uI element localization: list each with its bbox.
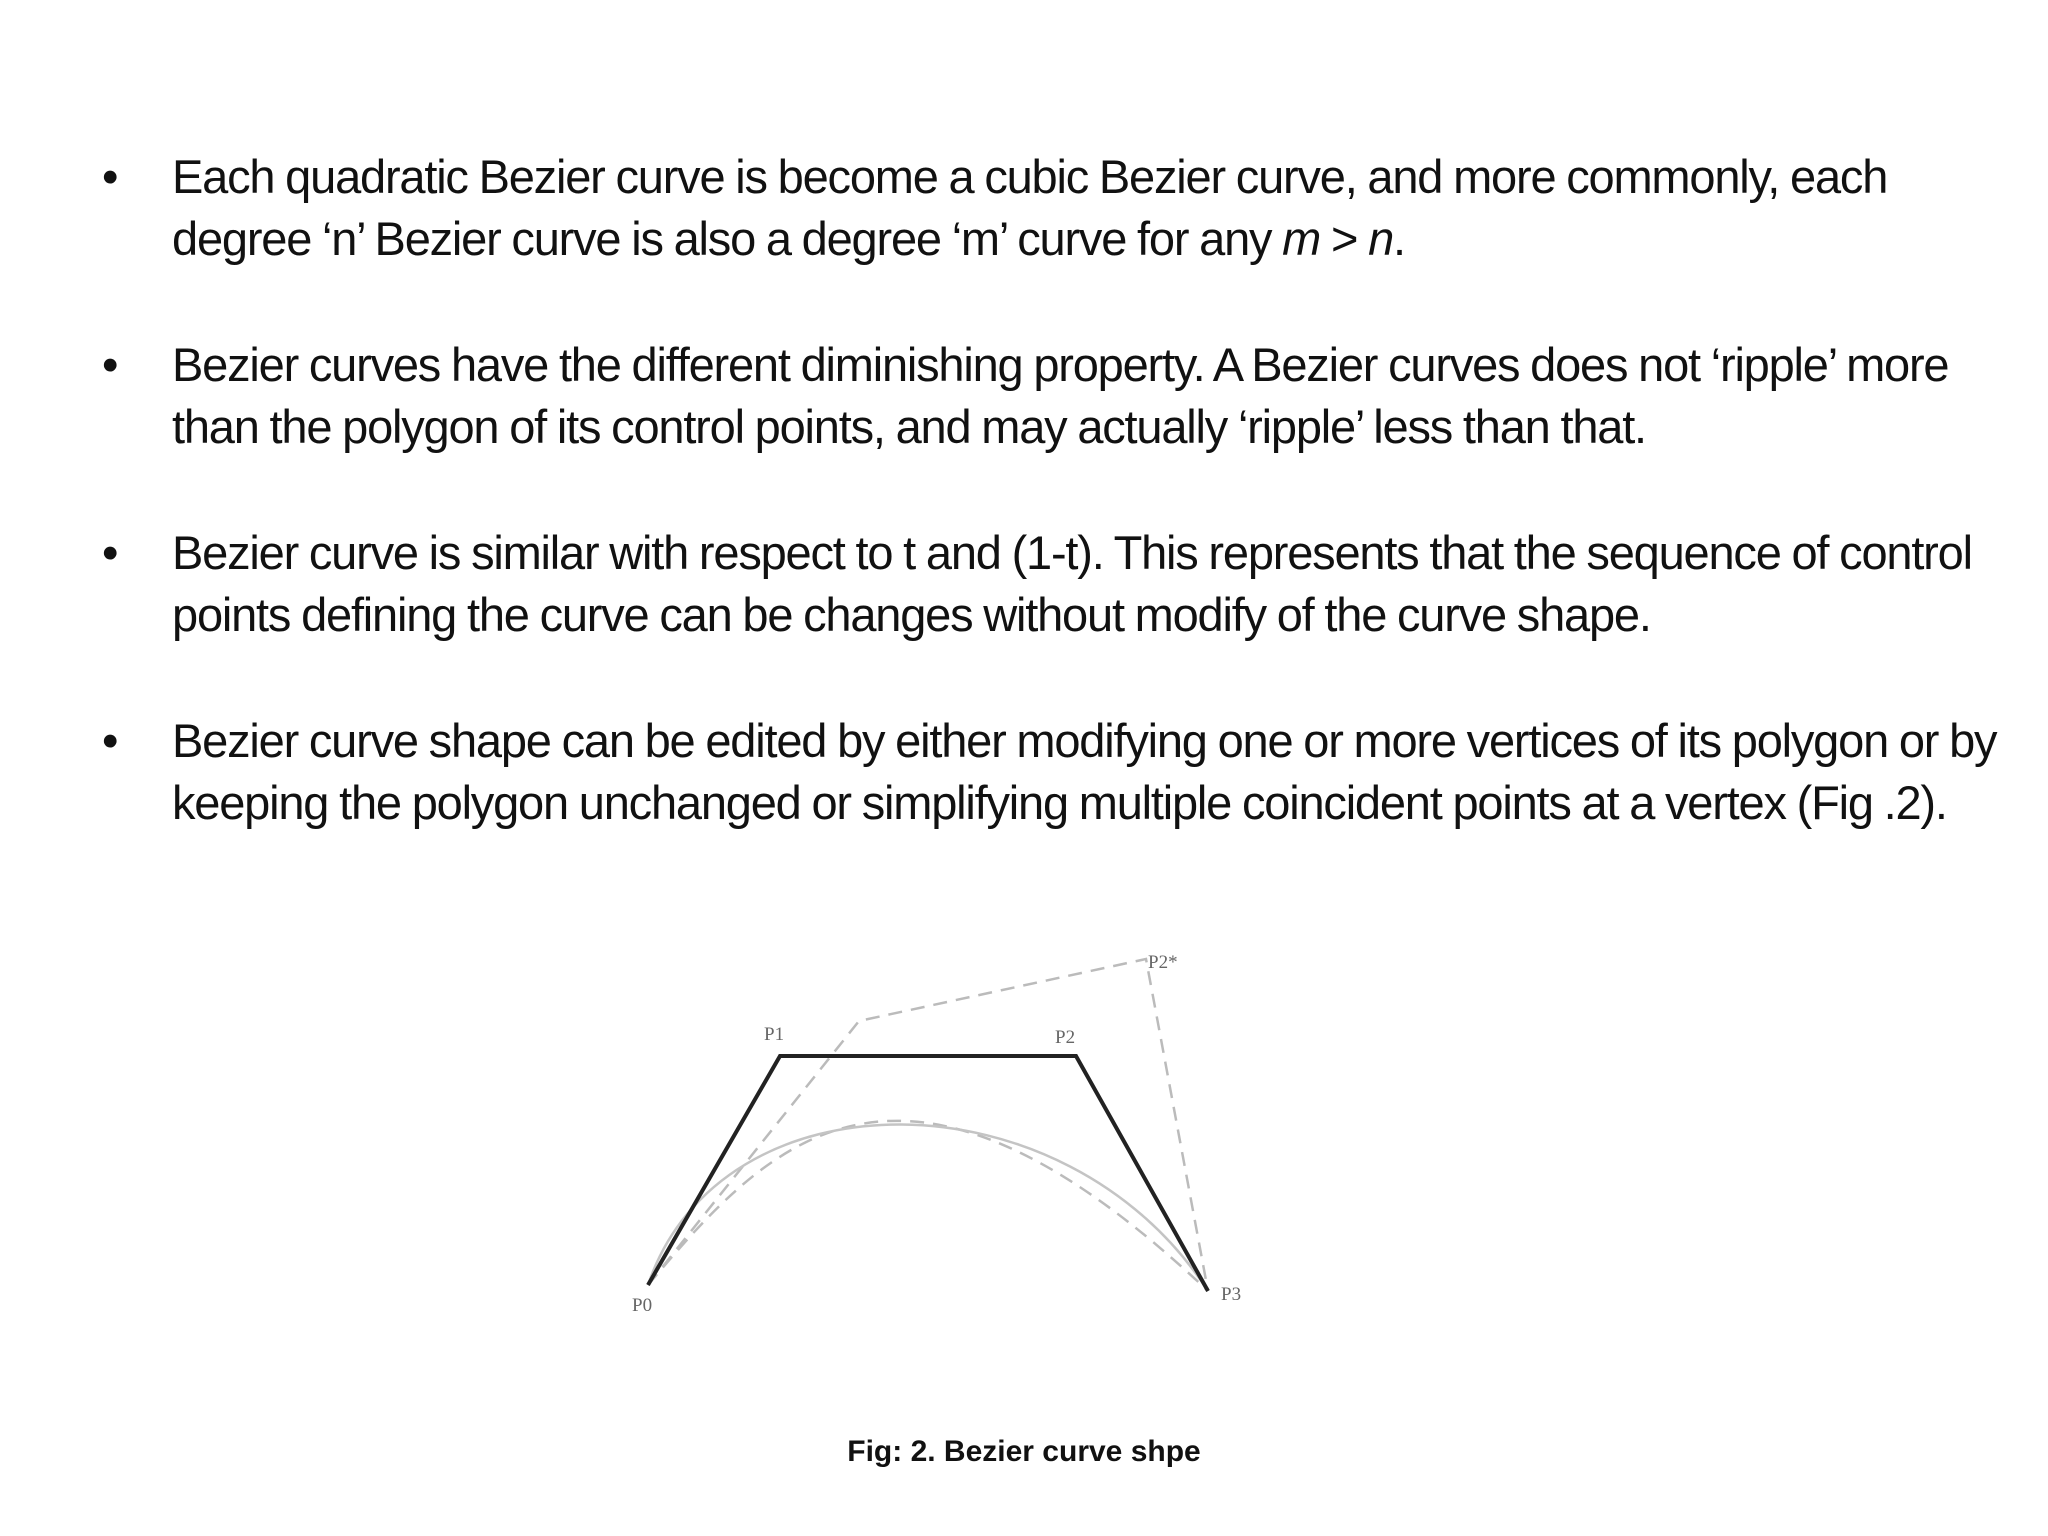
bullet-text: Bezier curve shape can be edited by either modifying one or more vertices of its polygon or by keeping the polygon unchanged or simplifying multiple coincident points at a vertex (Fig .2). xyxy=(172,714,1997,829)
bullet-marker: • xyxy=(102,150,118,203)
bullet-marker: • xyxy=(102,526,118,579)
bullet-item xyxy=(102,334,2002,458)
bullet-marker: • xyxy=(102,714,118,767)
bullet-text: Bezier curves have the different diminishing property. A Bezier curves does not ‘ripple’ more than the polygon of its control points, and may actually ‘ripple’ less than that. xyxy=(172,338,1949,453)
bullet-text: Each quadratic Bezier curve is become a cubic Bezier curve, and more commonly, each degree ‘n’ Bezier curve is also a degree ‘m’ curve for any m > n. xyxy=(172,150,1888,265)
label-p1: P1 xyxy=(764,1024,785,1045)
bezier-diagram xyxy=(600,940,1300,1340)
modified-bezier-curve xyxy=(648,1121,1208,1291)
label-p0: P0 xyxy=(632,1295,653,1316)
bezier-figure xyxy=(600,940,1300,1340)
bullet-item xyxy=(102,146,2002,270)
bullet-item xyxy=(102,522,2002,646)
figure-caption: Fig: 2. Bezier curve shpe xyxy=(847,1435,1201,1468)
label-p2-star: P2* xyxy=(1148,952,1178,973)
bullet-marker: • xyxy=(102,338,118,391)
bullet-item xyxy=(102,710,2002,834)
label-p2: P2 xyxy=(1055,1027,1076,1048)
original-bezier-curve xyxy=(648,1124,1208,1291)
bullet-text: Bezier curve is similar with respect to t and (1-t). This represents that the sequence of control points defining the curve can be changes without modify of the curve shape. xyxy=(172,526,1972,641)
label-p3: P3 xyxy=(1221,1284,1242,1305)
bullet-list xyxy=(102,146,2002,898)
